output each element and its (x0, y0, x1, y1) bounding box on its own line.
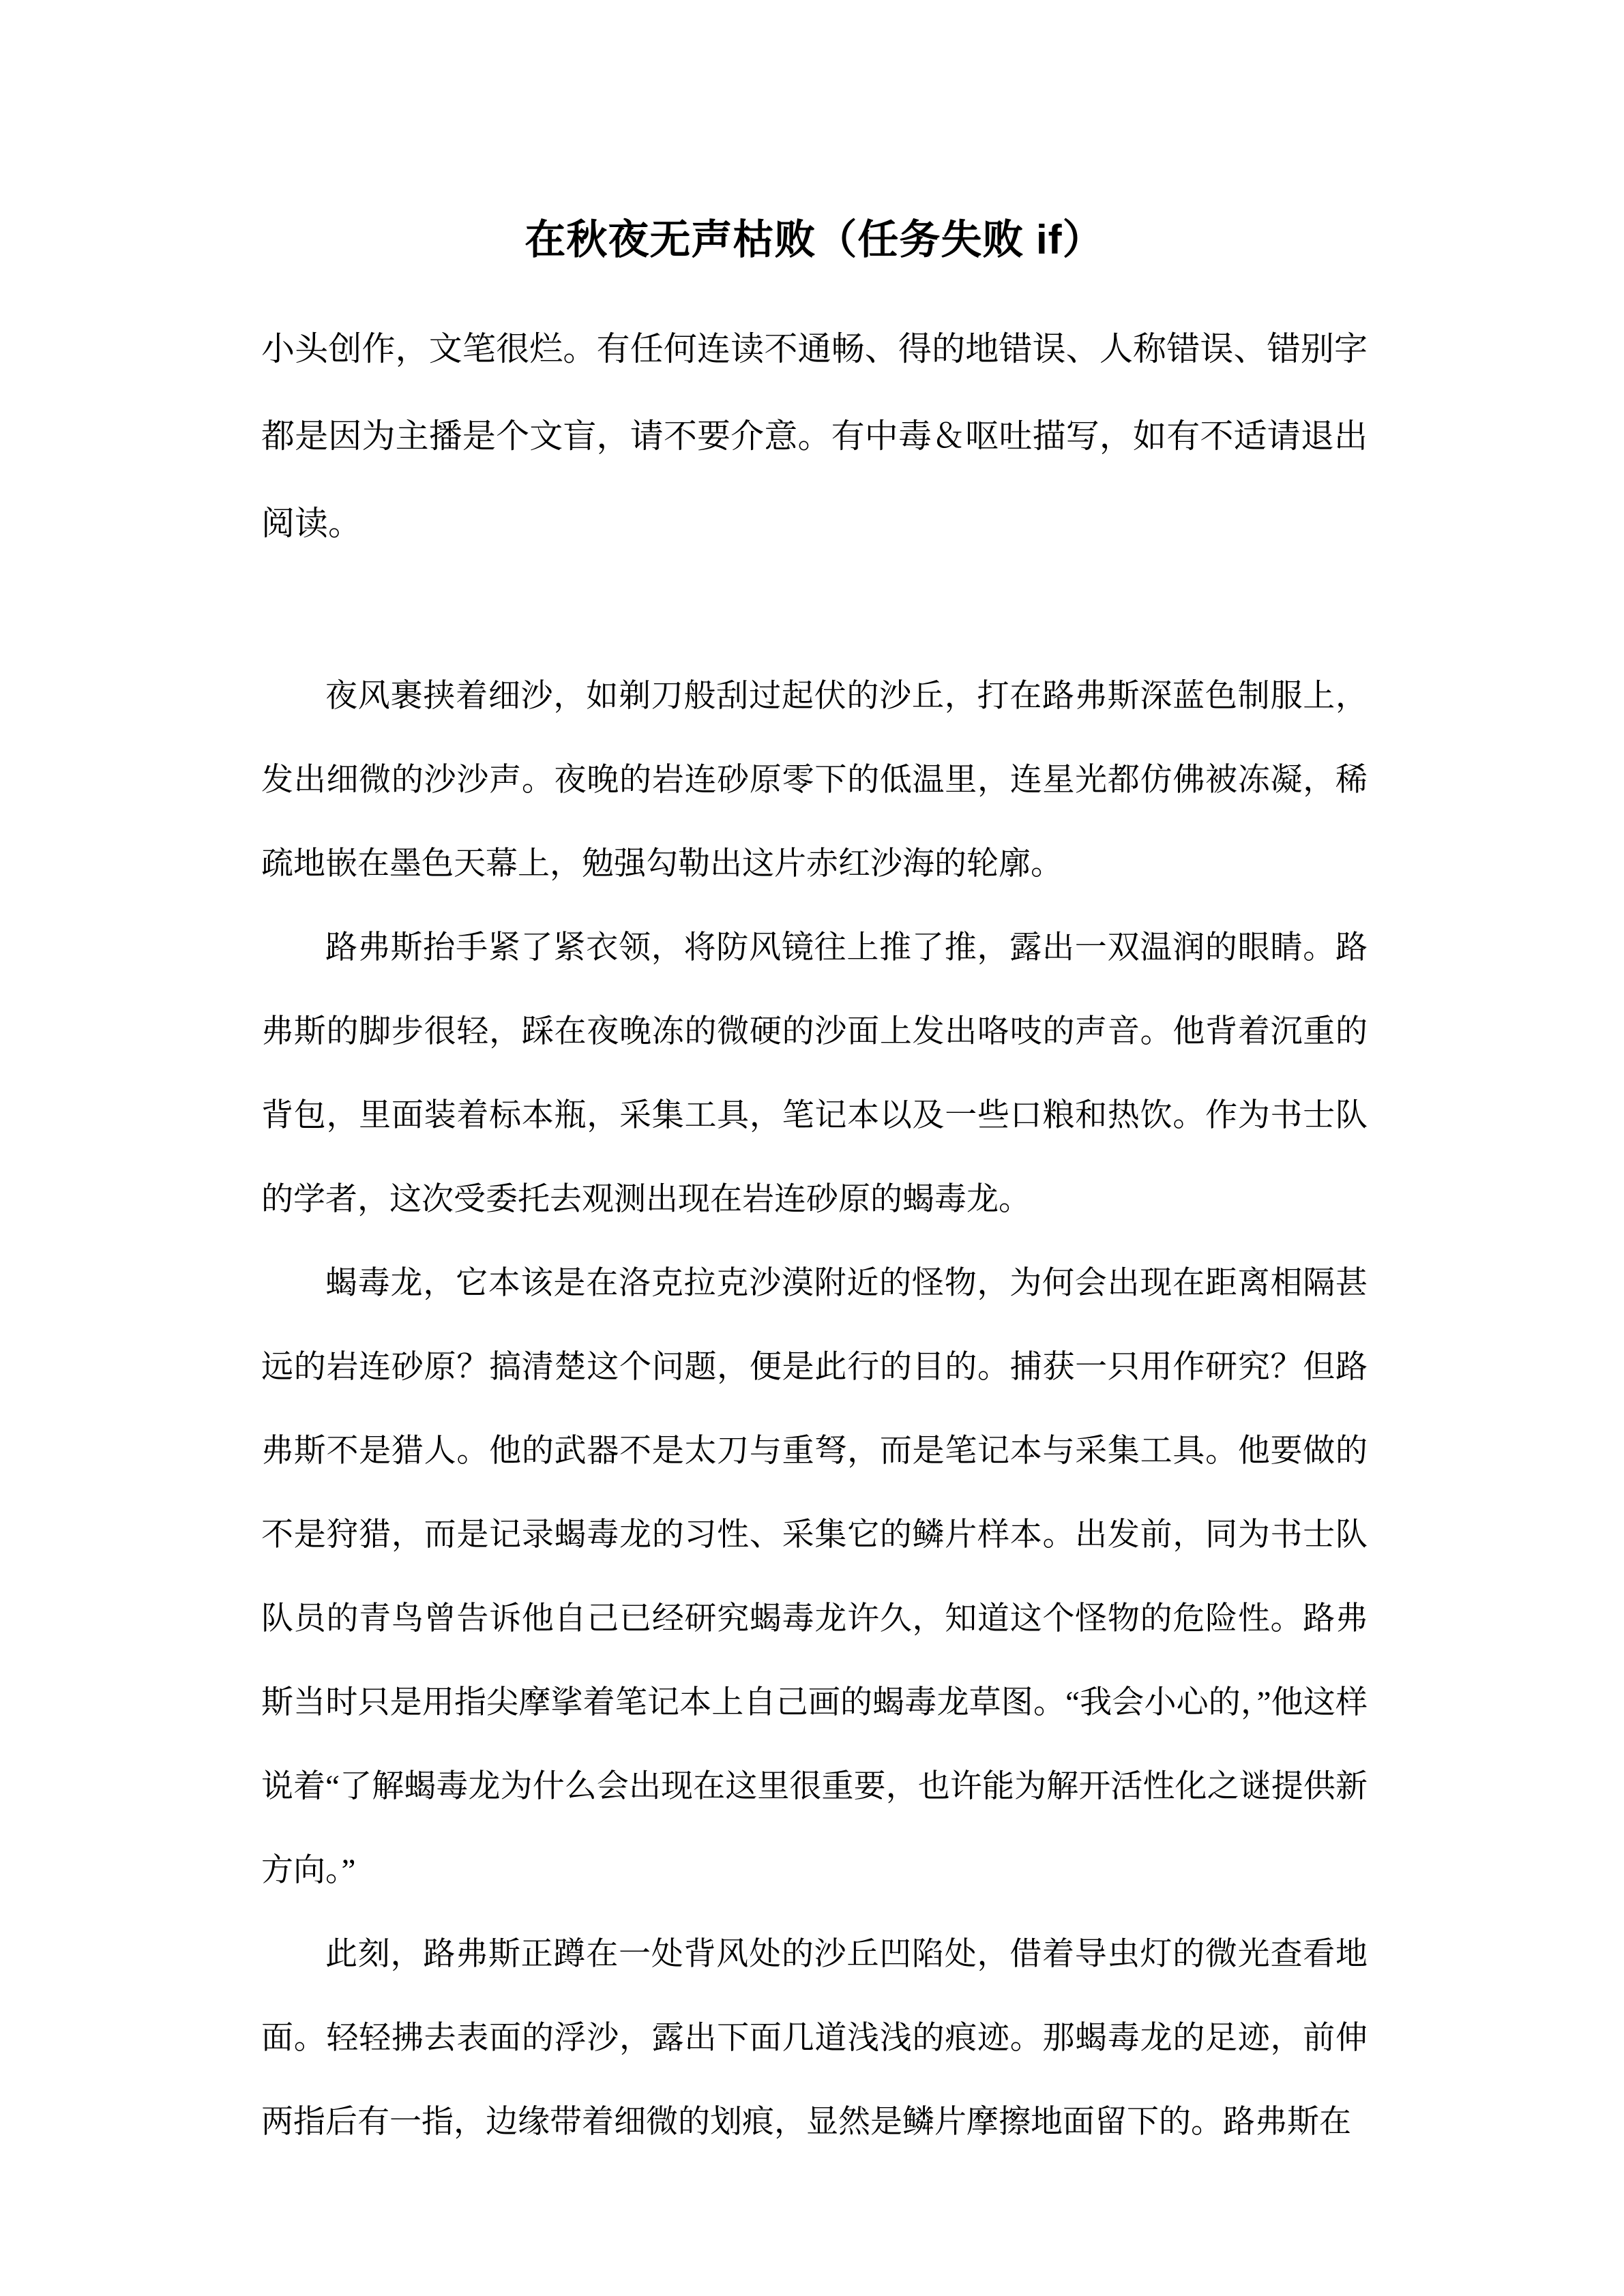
author-disclaimer-note: 小头创作，文笔很烂。有任何连读不通畅、得的地错误、人称错误、错别字都是因为主播是个文盲，请不要介意。有中毒＆呕吐描写，如有不适请退出阅读。 (261, 331, 1368, 542)
body-paragraph: 此刻，路弗斯正蹲在一处背风处的沙丘凹陷处，借着导虫灯的微光查看地面。轻轻拂去表面的浮沙，露出下面几道浅浅的痕迹。那蝎毒龙的足迹，前伸两指后有一指，边缘带着细微的划痕，显然是鳞片摩擦地面留下的。路弗斯在 (261, 1937, 1368, 2140)
body-paragraph: 蝎毒龙，它本该是在洛克拉克沙漠附近的怪物，为何会出现在距离相隔甚远的岩连砂原？搞清楚这个问题，便是此行的目的。捕获一只用作研究？但路弗斯不是猎人。他的武器不是太刀与重弩，而是笔记本与采集工具。他要做的不是狩猎，而是记录蝎毒龙的习性、采集它的鳞片样本。出发前，同为书士队队员的青鸟曾告诉他自己已经研究蝎毒龙许久，知道这个怪物的危险性。路弗斯当时只是用指尖摩挲着笔记本上自己画的蝎毒龙草图。“我会小心的，”他这样说着“了解蝎毒龙为什么会出现在这里很重要，也许能为解开活性化之谜提供新方向。” (261, 1266, 1368, 1888)
body-paragraph: 路弗斯抬手紧了紧衣领，将防风镜往上推了推，露出一双温润的眼睛。路弗斯的脚步很轻，踩在夜晚冻的微硬的沙面上发出咯吱的声音。他背着沉重的背包，里面装着标本瓶，采集工具，笔记本以及一些口粮和热饮。作为书士队的学者，这次受委托去观测出现在岩连砂原的蝎毒龙。 (261, 930, 1368, 1217)
document-title: 在秋夜无声枯败（任务失败 if） (525, 217, 1104, 263)
story-body (261, 655, 1368, 2164)
body-paragraph: 夜风裹挟着细沙，如剃刀般刮过起伏的沙丘，打在路弗斯深蓝色制服上，发出细微的沙沙声。夜晚的岩连砂原零下的低温里，连星光都仿佛被冻凝，稀疏地嵌在墨色天幕上，勉强勾勒出这片赤红沙海的轮廓。 (261, 679, 1368, 882)
